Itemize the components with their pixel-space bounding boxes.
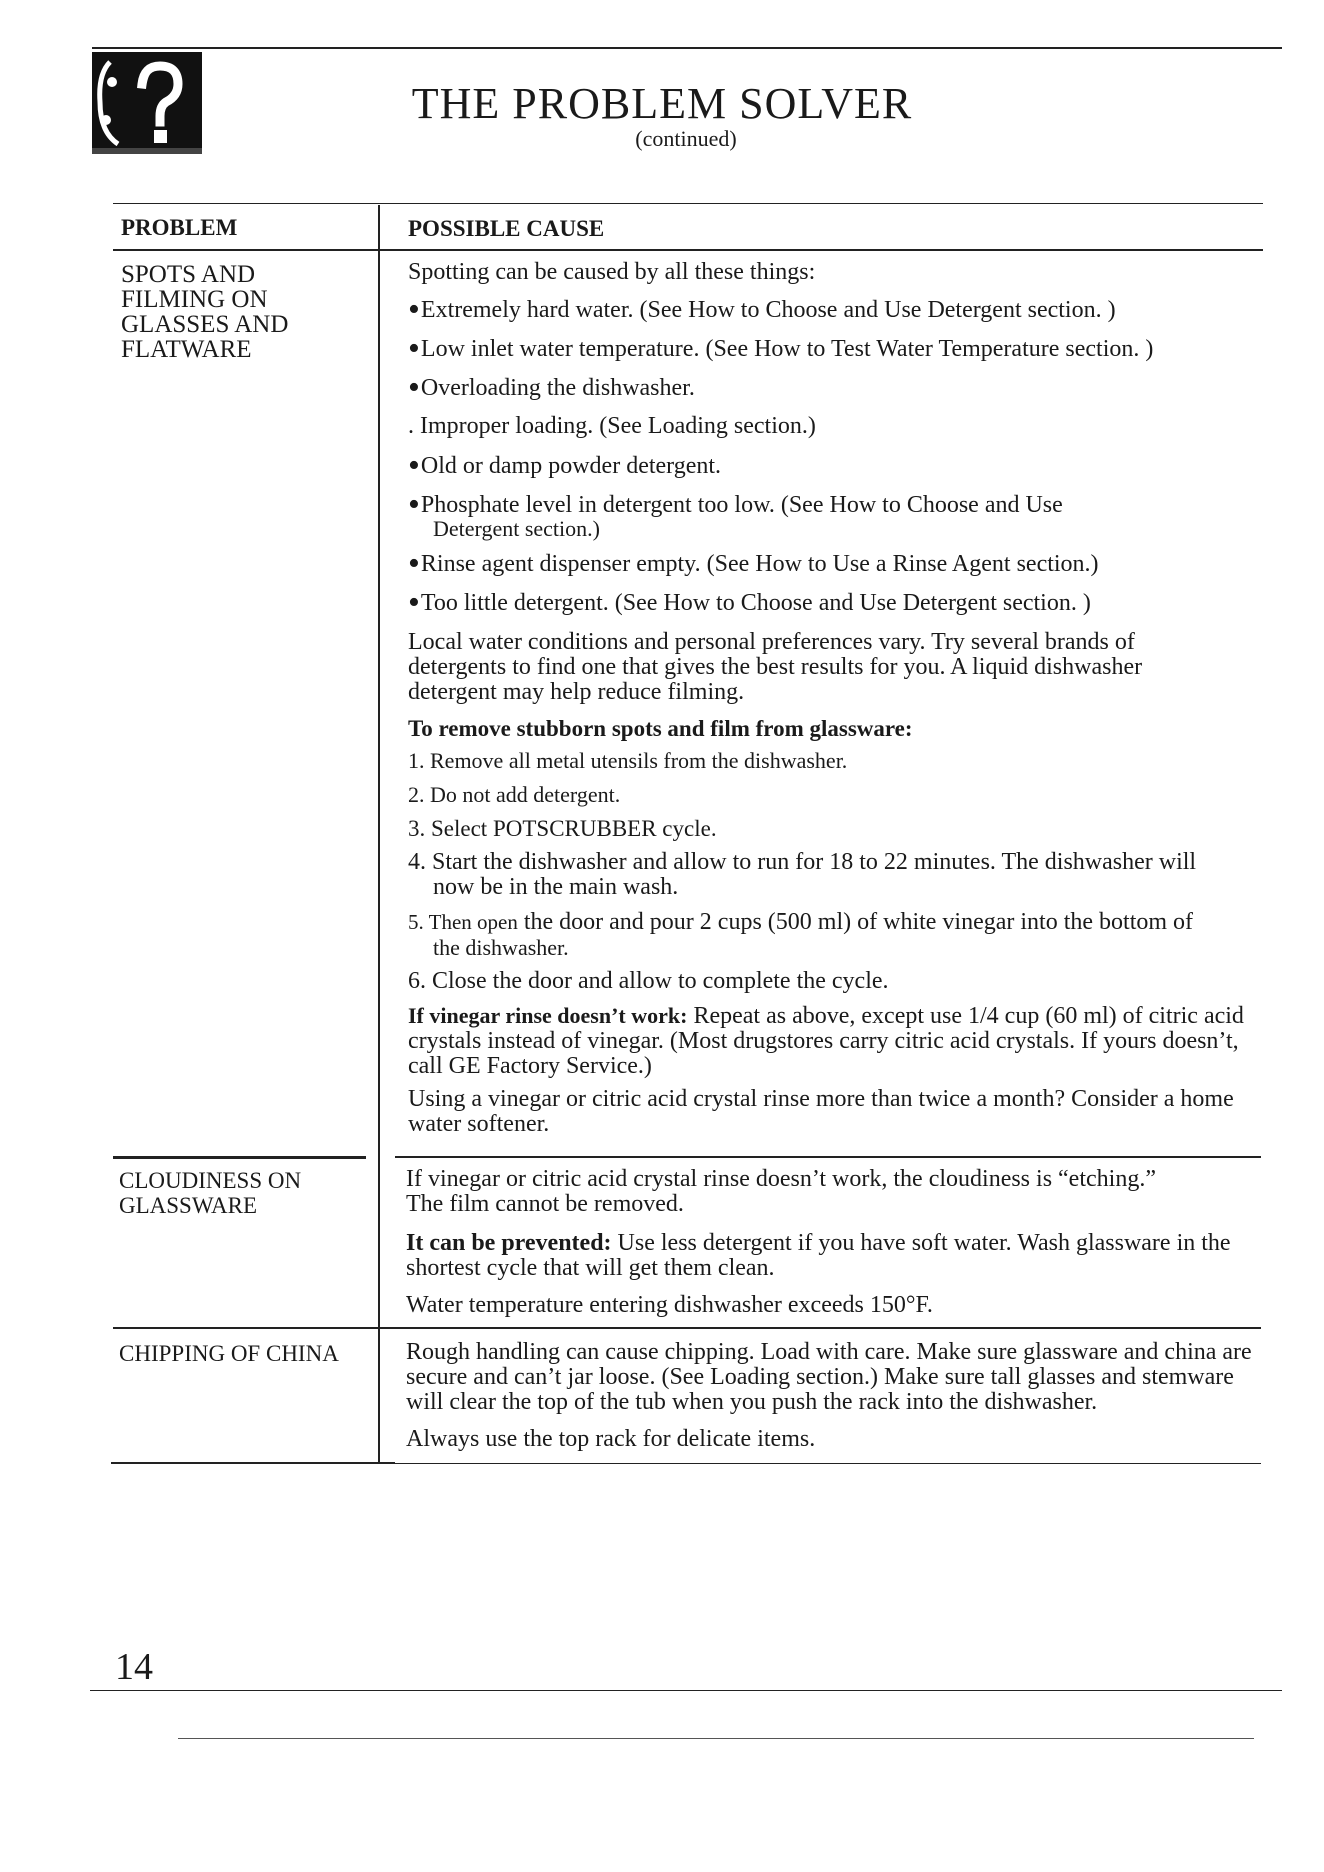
row-divider-left-1 bbox=[113, 1156, 366, 1159]
page-subtitle: (continued) bbox=[635, 126, 737, 151]
vinegar-note: If vinegar rinse doesn’t work: Repeat as above, except use 1/4 cup (60 ml) of citric acid crystals instead of vinegar. (Most drugstores carry citric acid crystals. If yours doesn’t, call GE Factory Service.) bbox=[408, 1003, 1244, 1079]
step-5-cont: the dishwasher. bbox=[433, 935, 569, 960]
chipping-note: Rough handling can cause chipping. Load with care. Make sure glassware and china are secure and can’t jar loose. (See Loading section.) Make sure tall glasses and stemware will clear the top of the tub when you push the rack into the dishwasher. bbox=[406, 1339, 1252, 1415]
problem-cloudiness: CLOUDINESS ON GLASSWARE bbox=[119, 1168, 302, 1218]
cause-cell-cloudiness bbox=[406, 1167, 1256, 1318]
local-conditions-note: Local water conditions and personal preferences vary. Try several brands of detergents to find one that gives the best results for you. A liquid dishwasher detergent may help reduce filming. bbox=[408, 629, 1143, 705]
etching-line: If vinegar or citric acid crystal rinse doesn’t work, the cloudiness is “etching.” bbox=[406, 1166, 1156, 1192]
page-number: 14 bbox=[115, 1646, 153, 1688]
cause-column-header: POSSIBLE CAUSE bbox=[408, 216, 605, 241]
cause-overloading: •Overloading the dishwasher. bbox=[408, 369, 695, 406]
top-rack-note: Always use the top rack for delicate items. bbox=[406, 1426, 816, 1452]
step-6: 6. Close the door and allow to complete the cycle. bbox=[408, 968, 889, 994]
row-divider-2 bbox=[113, 1327, 1261, 1329]
prevention-note: It can be prevented: Use less detergent if you have soft water. Wash glassware in the shortest cycle that will get them clean. bbox=[406, 1230, 1231, 1281]
cause-phosphate-level-cont: Detergent section.) bbox=[433, 516, 600, 541]
cause-rinse-agent: •Rinse agent dispenser empty. (See How to Use a Rinse Agent section.) bbox=[408, 545, 1099, 582]
footer-rule bbox=[90, 1690, 1282, 1691]
step-4: 4. Start the dishwasher and allow to run for 18 to 22 minutes. The dishwasher will bbox=[408, 849, 1197, 875]
cause-cell-chipping bbox=[406, 1340, 1256, 1452]
top-rule bbox=[92, 47, 1282, 49]
step-2: 2. Do not add detergent. bbox=[408, 782, 621, 807]
cause-little-detergent: •Too little detergent. (See How to Choose and Use Detergent section. ) bbox=[408, 584, 1091, 621]
step-1: 1. Remove all metal utensils from the dishwasher. bbox=[408, 748, 848, 773]
table-bottom-rule-right bbox=[395, 1463, 1261, 1464]
steps-heading: To remove stubborn spots and film from glassware: bbox=[408, 716, 913, 741]
problem-column-header: PROBLEM bbox=[121, 215, 238, 240]
cause-low-temperature: •Low inlet water temperature. (See How to Test Water Temperature section. ) bbox=[408, 330, 1154, 367]
table-top-rule bbox=[113, 203, 1263, 204]
film-line: The film cannot be removed. bbox=[406, 1191, 684, 1217]
problem-spots-filming: SPOTS AND FILMING ON GLASSES AND FLATWARE bbox=[121, 261, 289, 363]
problem-chipping: CHIPPING OF CHINA bbox=[119, 1341, 339, 1366]
cause-cell-spots bbox=[408, 260, 1258, 1137]
cause-improper-loading: . Improper loading. (See Loading section.) bbox=[408, 413, 816, 439]
row-divider-right-1 bbox=[395, 1156, 1261, 1158]
step-3: 3. Select POTSCRUBBER cycle. bbox=[408, 816, 717, 841]
cause-hard-water: •Extremely hard water. (See How to Choose and Use Detergent section. ) bbox=[408, 291, 1116, 328]
step-4-cont: now be in the main wash. bbox=[433, 874, 679, 900]
step-5: 5. Then open the door and pour 2 cups (500 ml) of white vinegar into the bottom of bbox=[408, 909, 1194, 935]
temperature-note: Water temperature entering dishwasher exceeds 150°F. bbox=[406, 1292, 933, 1318]
footer-rule-secondary bbox=[178, 1738, 1254, 1739]
table-bottom-rule-left bbox=[111, 1462, 395, 1464]
header-bottom-rule bbox=[113, 249, 1263, 251]
softener-note: Using a vinegar or citric acid crystal rinse more than twice a month? Consider a home water softener. bbox=[408, 1086, 1234, 1137]
cause-phosphate-level: •Phosphate level in detergent too low. (See How to Choose and Use bbox=[408, 486, 1063, 523]
column-divider bbox=[378, 205, 380, 1463]
cause-old-detergent: •Old or damp powder detergent. bbox=[408, 447, 722, 484]
page-title: THE PROBLEM SOLVER bbox=[411, 79, 913, 128]
spotting-intro: Spotting can be caused by all these things: bbox=[408, 259, 816, 285]
